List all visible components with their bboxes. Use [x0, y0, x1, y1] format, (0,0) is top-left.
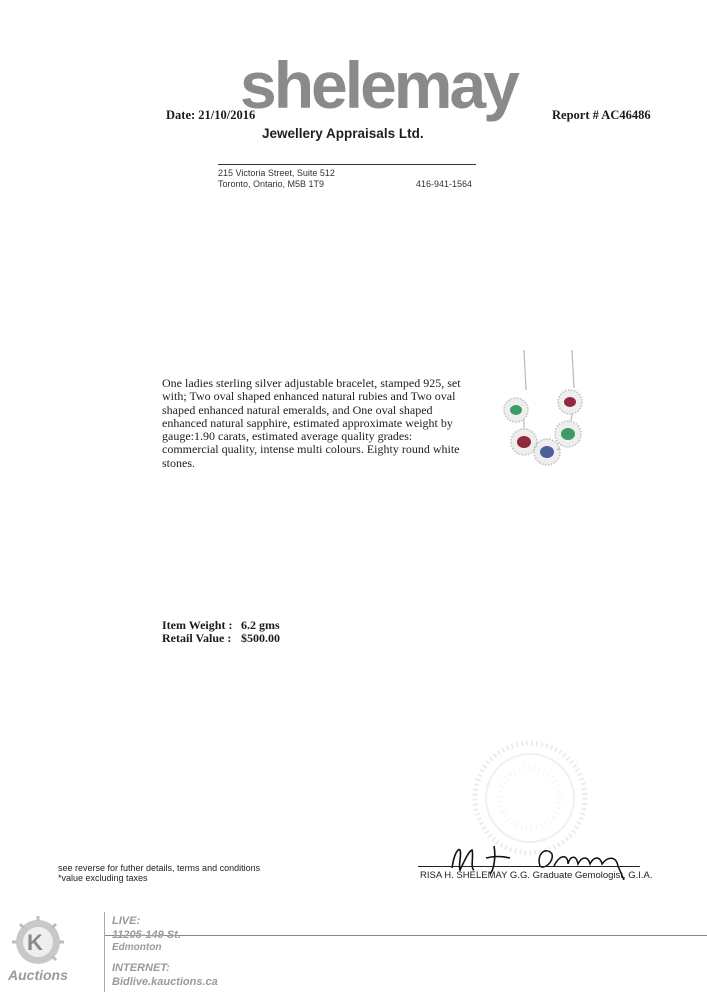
internet-label: INTERNET: [112, 962, 170, 974]
address-line-2: Toronto, Ontario, M5B 1T9 [218, 179, 325, 189]
watermark-rule [104, 935, 707, 936]
sapphire-stone [540, 446, 554, 458]
bracelet-photo [494, 350, 602, 468]
live-address: 11205-149 St. [112, 929, 181, 941]
logo-subtitle: Jewellery Appraisals Ltd. [262, 126, 424, 141]
svg-text:Auctions: Auctions [8, 967, 68, 983]
emerald-stone [561, 428, 575, 440]
retail-value-label: Retail Value : [162, 631, 232, 645]
item-weight-label: Item Weight : [162, 618, 233, 632]
signature-line [418, 866, 640, 867]
item-description: One ladies sterling silver adjustable bracelet, stamped 925, set with; Two oval shaped enhanced natural rubies and Two oval shaped enhanced natural emeralds, and One oval shaped enhanced natural sapphire, estimated approximate weight by gauge:1.90 carats, estimated average quality grades: commercial quality, intense multi colours. Eighty round white stones. [162, 376, 461, 470]
live-city: Edmonton [112, 942, 162, 953]
retail-value-amount: $500.00 [241, 631, 280, 645]
kastner-auctions-logo [4, 912, 104, 992]
watermark-divider [104, 912, 105, 992]
appraisal-date: Date: 21/10/2016 [166, 108, 256, 122]
emerald-stone [510, 405, 522, 415]
retail-value-row [162, 631, 280, 646]
header-divider [218, 164, 476, 165]
internet-url: Bidlive.kauctions.ca [112, 976, 218, 988]
signer-credentials: RISA H. SHELEMAY G.G. Graduate Gemologist, G.I.A. [420, 870, 653, 881]
ruby-stone [517, 436, 531, 448]
live-label: LIVE: [112, 915, 141, 927]
terms-note: see reverse for futher details, terms and conditions [58, 863, 261, 873]
logo-wordmark: shelemay [240, 48, 517, 122]
tax-note: *value excluding taxes [58, 873, 148, 883]
ruby-stone [564, 397, 576, 407]
shelemay-logo [240, 48, 517, 158]
item-weight-value: 6.2 gms [241, 618, 280, 632]
report-number: Report # AC46486 [552, 108, 651, 122]
address-line-1: 215 Victoria Street, Suite 512 [218, 168, 335, 178]
phone-number: 416-941-1564 [416, 179, 473, 189]
svg-text:K: K [27, 930, 43, 955]
